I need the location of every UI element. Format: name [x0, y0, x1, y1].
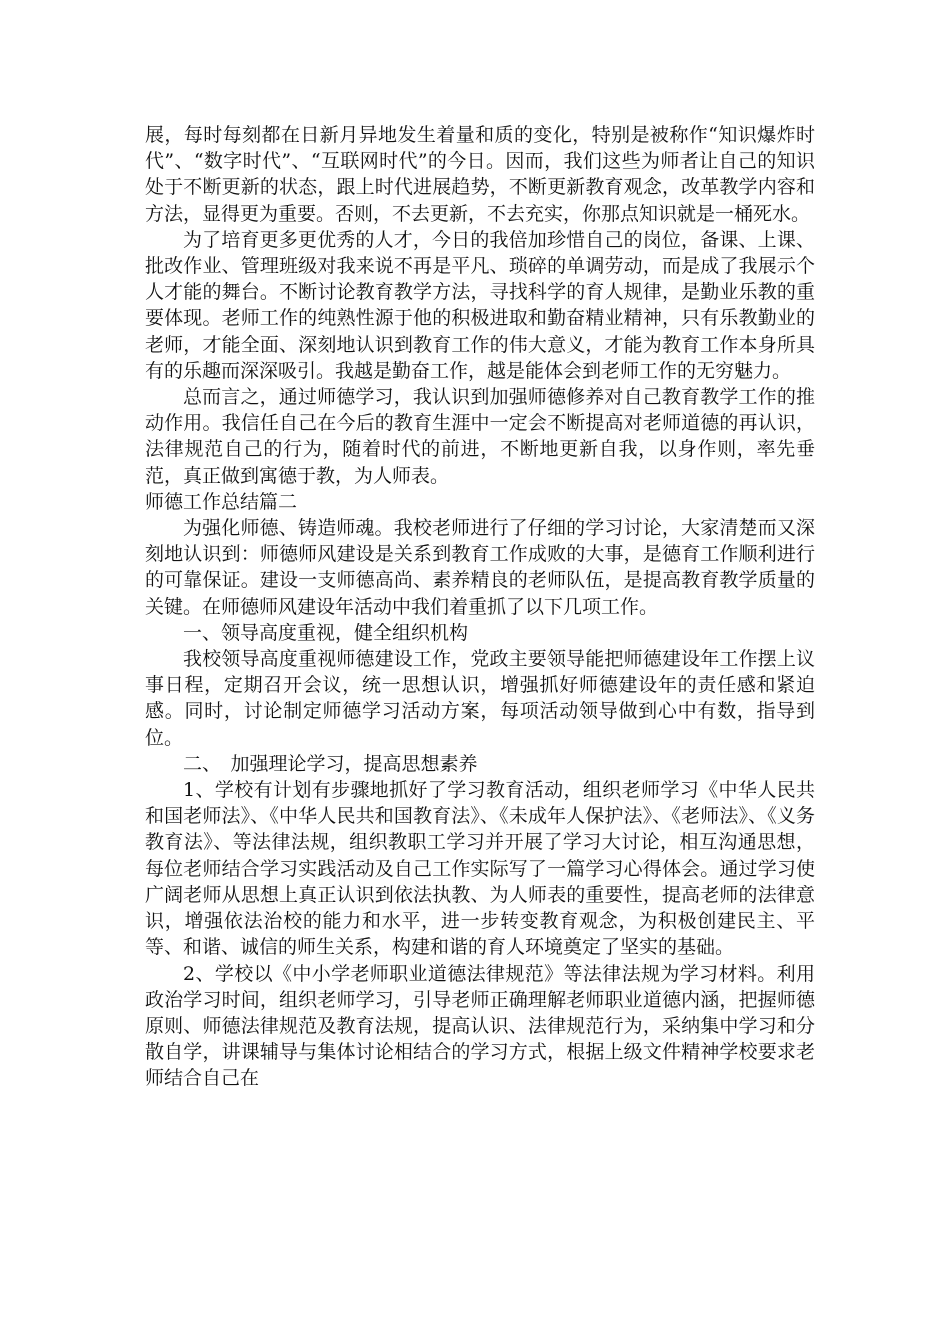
paragraph-intro: 为强化师德、铸造师魂。我校老师进行了仔细的学习讨论，大家清楚而又深刻地认识到：师德师风建设是关系到教育工作成败的大事，是德育工作顺利进行的可靠保证。建设一支师德高尚、素养精良的老师队伍，是提高教育教学质量的关键。在师德师风建设年活动中我们着重抓了以下几项工作。 — [145, 517, 815, 618]
paragraph-leadership: 我校领导高度重视师德建设工作，党政主要领导能把师德建设年工作摆上议事日程，定期召开会议，统一思想认识，增强抓好师德建设年的责任感和紧迫感。同时，讨论制定师德学习活动方案，每项活动领导做到心中有数，指导到位。 — [145, 648, 815, 749]
subheading-theory-study: 二、 加强理论学习，提高思想素养 — [183, 752, 478, 775]
paragraph-continuation: 展，每时每刻都在日新月异地发生着量和质的变化，特别是被称作“知识爆炸时代”、“数字时代”、“互联网时代”的今日。因而，我们这些为师者让自己的知识处于不断更新的状态，跟上时代进展趋势，不断更新教育观念，改革教学内容和方法，显得更为重要。否则，不去更新，不去充实，你那点知识就是一桶死水。 — [145, 124, 815, 225]
paragraph-item-1: 1、学校有计划有步骤地抓好了学习教育活动，组织老师学习《中华人民共和国老师法》、《中华人民共和国教育法》、《未成年人保护法》、《老师法》、《义务教育法》、等法律法规，组织教职工学习并开展了学习大讨论，相互沟通思想，每位老师结合学习实践活动及自己工作实际写了一篇学习心得体会。通过学习使广阔老师从思想上真正认识到依法执教、为人师表的重要性，提高老师的法律意识，增强依法治校的能力和水平，进一步转变教育观念，为积极创建民主、平等、和谐、诚信的师生关系，构建和谐的育人环境奠定了坚实的基础。 — [145, 779, 815, 959]
paragraph-item-2: 2、学校以《中小学老师职业道德法律规范》等法律法规为学习材料。利用政治学习时间，组织老师学习，引导老师正确理解老师职业道德内涵，把握师德原则、师德法律规范及教育法规，提高认识、法律规范行为，采纳集中学习和分散自学，讲课辅导与集体讨论相结合的学习方式，根据上级文件精神学校要求老师结合自己在 — [145, 962, 815, 1090]
subheading-leadership: 一、领导高度重视，健全组织机构 — [183, 621, 469, 644]
paragraph-conclusion: 总而言之，通过师德学习，我认识到加强师德修养对自己教育教学工作的推动作用。我信任自己在今后的教育生涯中一定会不断提高对老师道德的再认识，法律规范自己的行为，随着时代的前进，不断地更新自我，以身作则，率先垂范，真正做到寓德于教，为人师表。 — [145, 386, 815, 487]
document-body — [145, 122, 815, 1092]
paragraph-cultivate-talent: 为了培育更多更优秀的人才，今日的我倍加珍惜自己的岗位，备课、上课、批改作业、管理班级对我来说不再是平凡、琐碎的单调劳动，而是成了我展示个人才能的舞台。不断讨论教育教学方法，寻找科学的育人规律，是勤业乐教的重要体现。老师工作的纯熟性源于他的积极进取和勤奋精业精神，只有乐教勤业的老师，才能全面、深刻地认识到教育工作的伟大意义，才能为教育工作本身所具有的乐趣而深深吸引。我越是勤奋工作，越是能体会到老师工作的无穷魅力。 — [145, 228, 815, 382]
section-title: 师德工作总结篇二 — [145, 490, 298, 513]
